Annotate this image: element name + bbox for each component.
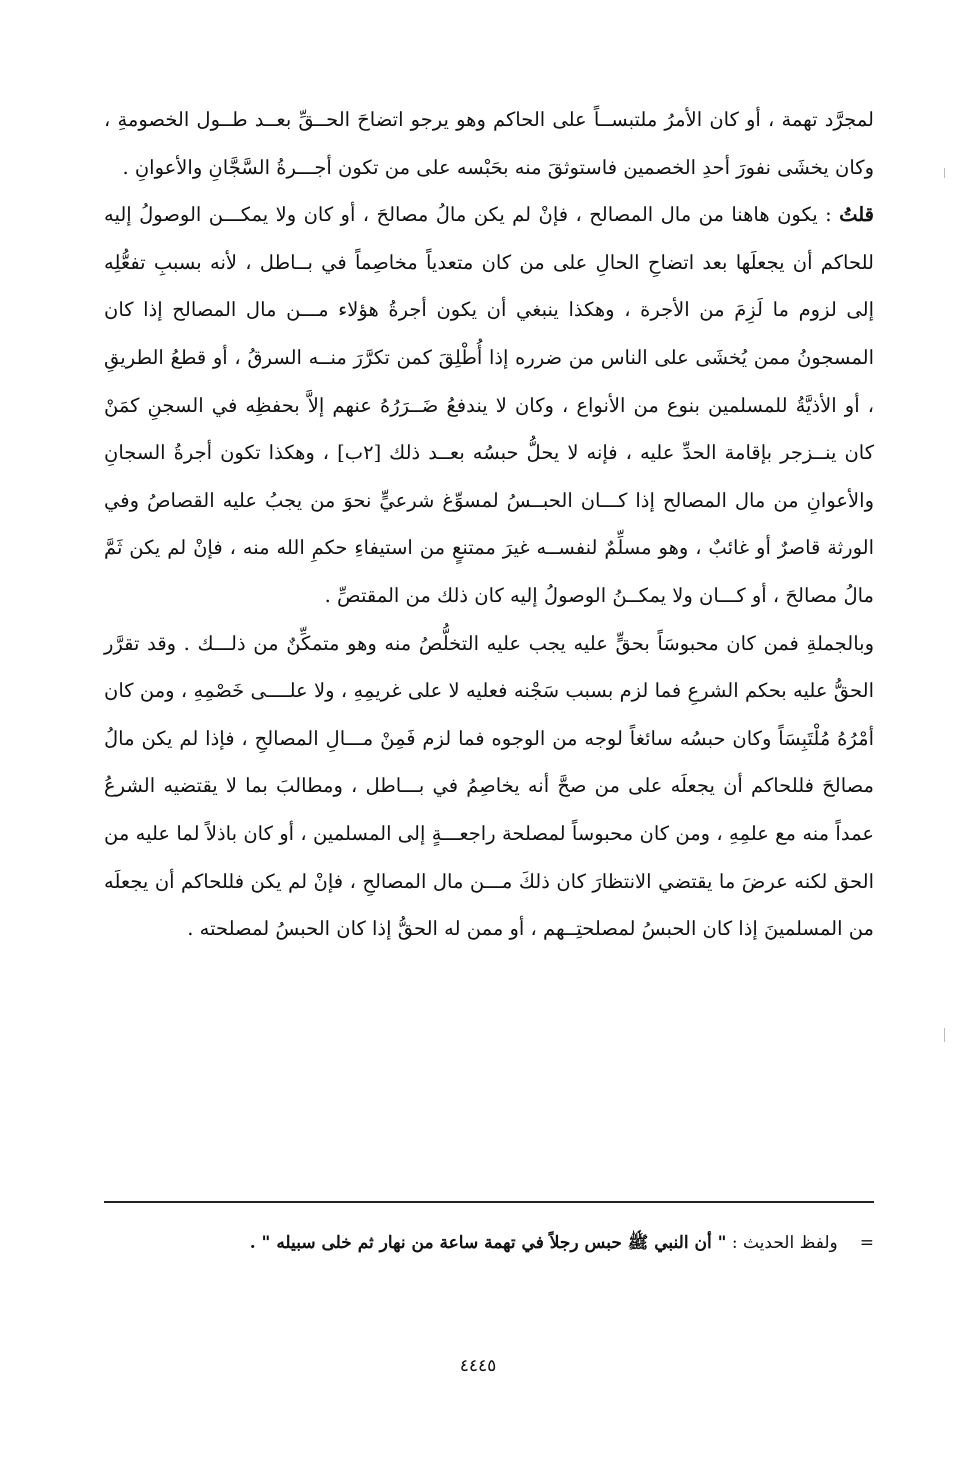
paragraph-2-text: : يكون هاهنا من مال المصالح ، فإنْ لم يكن مالُ مصالحَ ، أو كان ولا يمكـــن الوصولُ إليه للحاكم أن يجعلَها بعد اتضاحِ الحالِ على من كان متعدياً مخاصِماً في بــاطل ، لأنه بسببِ تفعُّلِه إلى لزوم ما لَزِمَ من الأجرة ، وهكذا ينبغي أن يكون أجرةُ هؤلاء مـــن مال المصالح إذا كان المسجونُ ممن يُخشَى على الناس من ضرره إذا أُطْلِقَ كمن تكرَّرَ منــه السرقُ ، أو قطعُ الطريقِ ، أو الأذيَّةُ للمسلمين بنوع من الأنواع ، وكان لا يندفعُ ضَــرَرُهُ عنهم إلاَّ بحفظِه في السجنِ كمَنْ كان ينــزجر بإقامة الحدِّ عليه ، فإنه لا يحلُّ حبسُه بعــد ذلك [٢ب] ، وهكذا تكون أجرةُ السجانِ والأعوانِ من مال المصالح إذا كـــان الحبــسُ لمسوِّغ شرعيٍّ نحوَ من يجبُ عليه القصاصُ وفي الورثة قاصرٌ أو غائبٌ ، وهو مسلِّمٌ لنفســه غيرَ ممتنعٍ من استيفاءِ حكمِ الله منه ، فإنْ لم يكن ثَمَّ مالُ مصالحَ ، أو كـــان ولا يمكــنُ الوصولُ إليه كان ذلك من المقتصِّ . [104,203,874,607]
paragraph-3 [104,620,874,953]
paragraph-2 [104,191,874,619]
footnote-marker: = [859,1233,874,1253]
main-text [104,96,874,953]
footnote-lead: ولفظ الحديث : [726,1233,838,1253]
paragraph-3-text: وبالجملةِ فمن كان محبوسَاً بحقٍّ عليه يجب عليه التخلُّصُ منه وهو متمكِّنٌ من ذلـــك . وقد تقرَّر الحقُّ عليه بحكم الشرعِ فما لزم بسبب سَجْنه فعليه لا على غريمِهِ ، ولا علــــى خَصْمِهِ ، ومن كان أمْرُهُ مُلْتَبِسَاً وكان حبسُه سائغاً لوجه من الوجوه فما لزم فَمِنْ مـــالِ المصالحِ ، فإذا لم يكن مالُ مصالحَ فللحاكم أن يجعلَه على من صحَّ أنه يخاصِمُ في بـــاطل ، ومطالبَ بما لا يقتضيه الشرعُ عمداً منه مع علمِهِ ، ومن كان محبوساً لمصلحة راجعـــةٍ إلى المسلمين ، أو كان باذلاً لما عليه من الحق لكنه عرضَ ما يقتضي الانتظارَ كان ذلكَ مـــن مال المصالحِ ، فإنْ لم يكن فللحاكم أن يجعلَه من المسلمينَ إذا كان الحبسُ لمصلحتِــهم ، أو ممن له الحقُّ إذا كان الحبسُ لمصلحته . [104,631,874,941]
footnote-text: " أن النبي ﷺ حبس رجلاً في تهمة ساعة من نهار ثم خلى سبيله " . [249,1233,727,1253]
paragraph-2-lead: قلتُ [839,203,874,227]
page-number: ٤٤٤٥ [459,1356,497,1376]
paragraph-1 [104,96,874,191]
margin-speck-1 [944,168,945,178]
margin-speck-2 [944,1028,945,1042]
footnote-divider [104,1201,874,1203]
paragraph-1-text: لمجرَّد تهمة ، أو كان الأمرُ ملتبســاً على الحاكم وهو يرجو اتضاحَ الحــقِّ بعــد طــول الخصومةِ ، وكان يخشَى نفورَ أحدِ الخصمين فاستوثقَ منه بحَبْسه على من تكون أجـــرةُ السَّجَّانِ والأعوانِ . [104,108,874,179]
footnote [104,1226,874,1260]
